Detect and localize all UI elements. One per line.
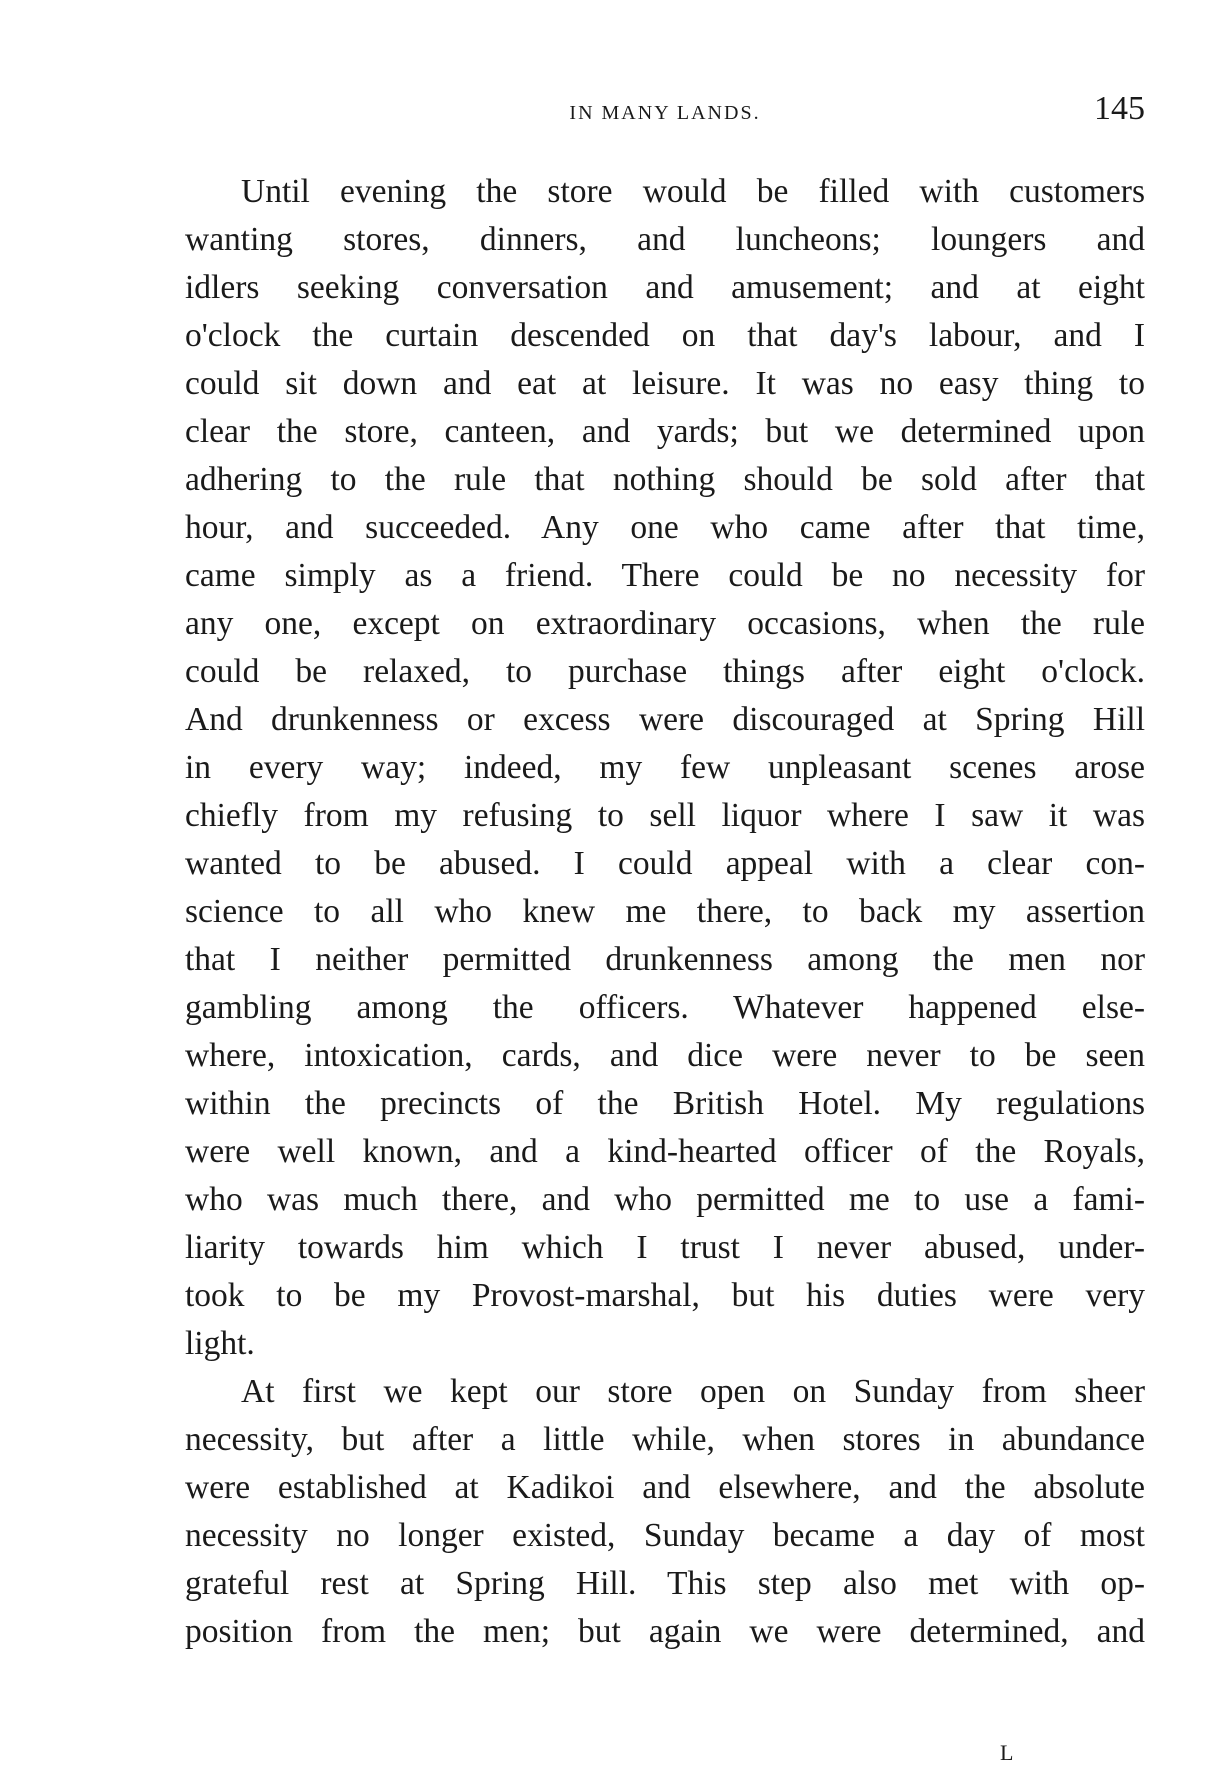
text-line: within the precincts of the British Hotel. My regulations bbox=[185, 1085, 1145, 1122]
text-line: in every way; indeed, my few unpleasant scenes arose bbox=[185, 749, 1145, 786]
text-line: light. bbox=[185, 1325, 255, 1362]
paragraph bbox=[185, 168, 1145, 1368]
text-line: And drunkenness or excess were discouraged at Spring Hill bbox=[185, 701, 1145, 738]
signature-mark: L bbox=[1000, 1740, 1015, 1765]
text-line: grateful rest at Spring Hill. This step also met with op- bbox=[185, 1565, 1145, 1602]
text-line: any one, except on extraordinary occasions, when the rule bbox=[185, 605, 1145, 642]
text-line: were established at Kadikoi and elsewhere, and the absolute bbox=[185, 1469, 1145, 1506]
text-line: could be relaxed, to purchase things after eight o'clock. bbox=[185, 653, 1145, 690]
text-line: could sit down and eat at leisure. It was no easy thing to bbox=[185, 365, 1145, 402]
text-line: who was much there, and who permitted me to use a fami- bbox=[185, 1181, 1145, 1218]
paragraph bbox=[185, 1368, 1145, 1656]
text-line: chiefly from my refusing to sell liquor where I saw it was bbox=[185, 797, 1145, 834]
page-number: 145 bbox=[1094, 90, 1145, 127]
text-line: position from the men; but again we were determined, and bbox=[185, 1613, 1145, 1650]
text-line: were well known, and a kind-hearted officer of the Royals, bbox=[185, 1133, 1145, 1170]
text-line: necessity, but after a little while, when stores in abundance bbox=[185, 1421, 1145, 1458]
text-line: clear the store, canteen, and yards; but we determined upon bbox=[185, 413, 1145, 450]
text-line: necessity no longer existed, Sunday became a day of most bbox=[185, 1517, 1145, 1554]
text-line: gambling among the officers. Whatever happened else- bbox=[185, 989, 1145, 1026]
running-title: IN MANY LANDS. bbox=[569, 102, 761, 124]
text-line: wanting stores, dinners, and luncheons; loungers and bbox=[185, 221, 1145, 258]
text-line: o'clock the curtain descended on that day's labour, and I bbox=[185, 317, 1145, 354]
text-line: came simply as a friend. There could be no necessity for bbox=[185, 557, 1145, 594]
text-line: took to be my Provost-marshal, but his duties were very bbox=[185, 1277, 1145, 1314]
text-line: idlers seeking conversation and amusement; and at eight bbox=[185, 269, 1145, 306]
text-line: hour, and succeeded. Any one who came after that time, bbox=[185, 509, 1145, 546]
running-head bbox=[185, 84, 1145, 134]
text-line: liarity towards him which I trust I never abused, under- bbox=[185, 1229, 1145, 1266]
text-line: wanted to be abused. I could appeal with a clear con- bbox=[185, 845, 1145, 882]
text-line: Until evening the store would be filled with customers bbox=[241, 173, 1145, 210]
text-line: where, intoxication, cards, and dice were never to be seen bbox=[185, 1037, 1145, 1074]
text-line: that I neither permitted drunkenness among the men nor bbox=[185, 941, 1145, 978]
text-line: science to all who knew me there, to back my assertion bbox=[185, 893, 1145, 930]
body-text bbox=[185, 168, 1145, 1656]
text-line: At first we kept our store open on Sunday from sheer bbox=[241, 1373, 1145, 1410]
text-line: adhering to the rule that nothing should be sold after that bbox=[185, 461, 1145, 498]
